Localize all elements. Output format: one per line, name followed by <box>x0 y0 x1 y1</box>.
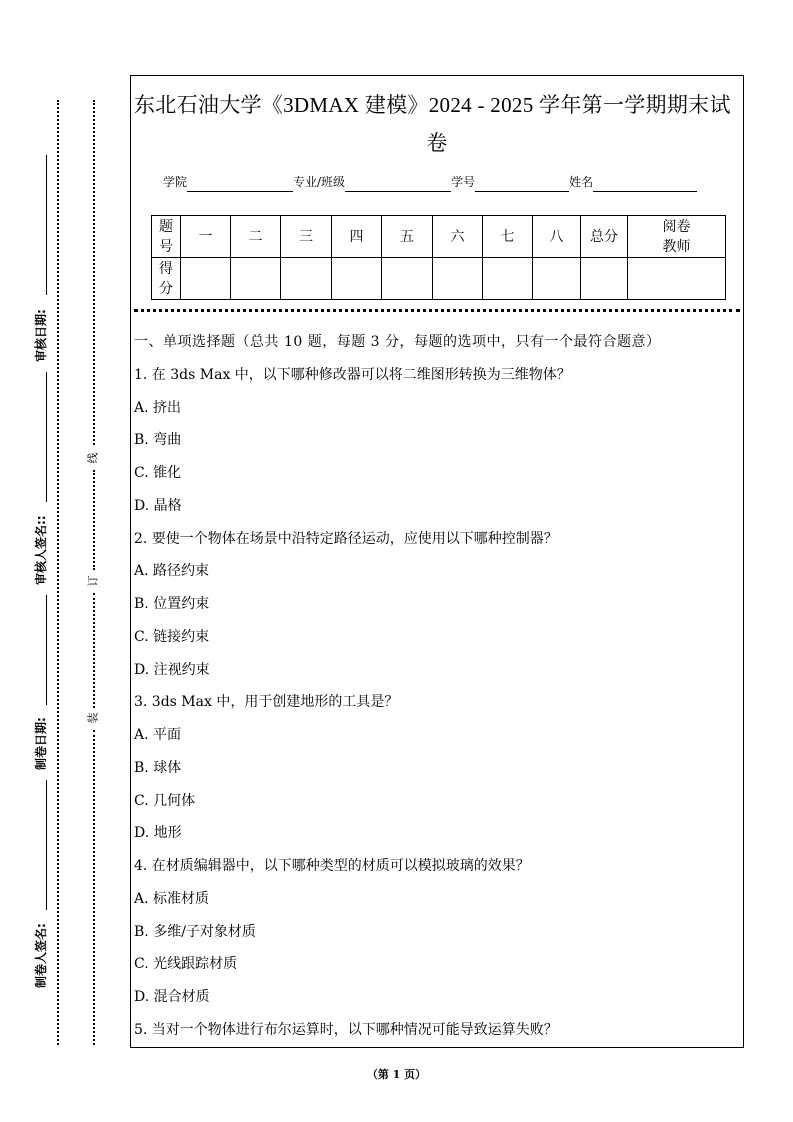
score-cell[interactable] <box>581 258 628 300</box>
score-header-cell: 总分 <box>581 216 628 258</box>
score-cell[interactable] <box>231 258 281 300</box>
option-item: B. 多维/子对象材质 <box>134 923 256 940</box>
score-header-cell: 五 <box>382 216 433 258</box>
score-cell[interactable] <box>332 258 382 300</box>
option-item: C. 几何体 <box>134 792 196 809</box>
option-item: B. 位置约束 <box>134 596 210 612</box>
score-cell[interactable] <box>533 258 581 300</box>
option-item: C. 光线跟踪材质 <box>134 956 238 973</box>
student-info-row <box>163 172 723 192</box>
option-item: C. 链接约束 <box>134 628 210 645</box>
questions-section <box>134 330 734 1051</box>
student-id-label: 学号 <box>451 175 476 189</box>
option-item: D. 混合材质 <box>134 989 210 1005</box>
option-item: A. 标准材质 <box>134 890 210 907</box>
score-header-cell: 六 <box>433 216 483 258</box>
score-header-cell: 阅卷教师 <box>628 216 726 258</box>
maker-sign-label: 制卷人签名: <box>34 923 48 988</box>
binding-mark-zhuang: 装 <box>86 712 100 724</box>
question-stem: 3. 3ds Max 中，用于创建地形的工具是？ <box>134 694 399 711</box>
score-header-cell: 三 <box>281 216 332 258</box>
score-table <box>151 215 726 300</box>
option-item: B. 球体 <box>134 759 182 776</box>
score-cell[interactable] <box>382 258 433 300</box>
question-stem: 5. 当对一个物体进行布尔运算时，以下哪种情况可能导致运算失败？ <box>134 1021 558 1038</box>
binding-mark-ding: 订 <box>86 575 100 587</box>
option-item: D. 晶格 <box>134 497 182 514</box>
question-stem: 4. 在材质编辑器中，以下哪种类型的材质可以模拟玻璃的效果？ <box>134 858 530 874</box>
option-item: A. 路径约束 <box>134 563 210 580</box>
score-header-cell: 题号 <box>152 216 181 258</box>
option-item: A. 挤出 <box>134 399 182 416</box>
binding-solid-line-4 <box>46 780 47 910</box>
binding-solid-line-2 <box>46 372 47 502</box>
binding-dotted-line-left <box>57 100 59 1045</box>
binding-solid-line-top <box>46 155 47 295</box>
option-item: B. 弯曲 <box>134 432 182 449</box>
section-heading: 一、单项选择题（总共 10 题，每题 3 分，每题的选项中，只有一个最符合题意） <box>134 334 661 350</box>
name-label: 姓名 <box>569 175 594 189</box>
exam-title-line1: 东北石油大学《3DMAX 建模》2024 - 2025 学年第一学期期末试 <box>134 93 731 117</box>
binding-mark-line: 线 <box>86 452 100 464</box>
option-item: D. 地形 <box>134 825 182 842</box>
score-cell[interactable] <box>181 258 231 300</box>
header-divider <box>134 309 740 312</box>
score-cell[interactable] <box>628 258 726 300</box>
reviewer-sign-label: 审核人签名:: <box>34 515 48 585</box>
score-cell[interactable] <box>281 258 332 300</box>
score-header-cell: 八 <box>533 216 581 258</box>
major-class-field[interactable] <box>345 177 451 192</box>
student-id-field[interactable] <box>475 177 569 192</box>
score-row-label: 得分 <box>152 258 181 300</box>
binding-solid-line-3 <box>46 595 47 705</box>
college-field[interactable] <box>187 177 293 192</box>
binding-dotted-line-right-4 <box>93 730 95 1045</box>
option-item: C. 锥化 <box>134 465 182 481</box>
option-item: D. 注视约束 <box>134 661 210 678</box>
major-class-label: 专业/班级 <box>293 175 346 189</box>
binding-dotted-line-right-3 <box>93 593 95 708</box>
option-item: A. 平面 <box>134 727 182 743</box>
binding-dotted-line-right-1 <box>93 100 95 445</box>
score-table-header-row <box>152 216 726 258</box>
question-stem: 1. 在 3ds Max 中，以下哪种修改器可以将二维图形转换为三维物体？ <box>134 366 571 383</box>
score-cell[interactable] <box>483 258 533 300</box>
score-header-cell: 一 <box>181 216 231 258</box>
name-field[interactable] <box>593 177 697 192</box>
score-table-score-row <box>152 258 726 300</box>
exam-title-line2: 卷 <box>426 131 448 155</box>
page-number: （第 1 页） <box>366 1068 427 1081</box>
reviewer-date-label: 审核日期: <box>34 309 48 362</box>
score-header-cell: 四 <box>332 216 382 258</box>
binding-dotted-line-right-2 <box>93 470 95 570</box>
college-label: 学院 <box>163 175 188 189</box>
score-cell[interactable] <box>433 258 483 300</box>
score-header-cell: 七 <box>483 216 533 258</box>
exam-title <box>134 86 740 155</box>
score-header-cell: 二 <box>231 216 281 258</box>
maker-date-label: 制卷日期: <box>34 717 48 770</box>
question-stem: 2. 要使一个物体在场景中沿特定路径运动，应使用以下哪种控制器？ <box>134 530 558 547</box>
